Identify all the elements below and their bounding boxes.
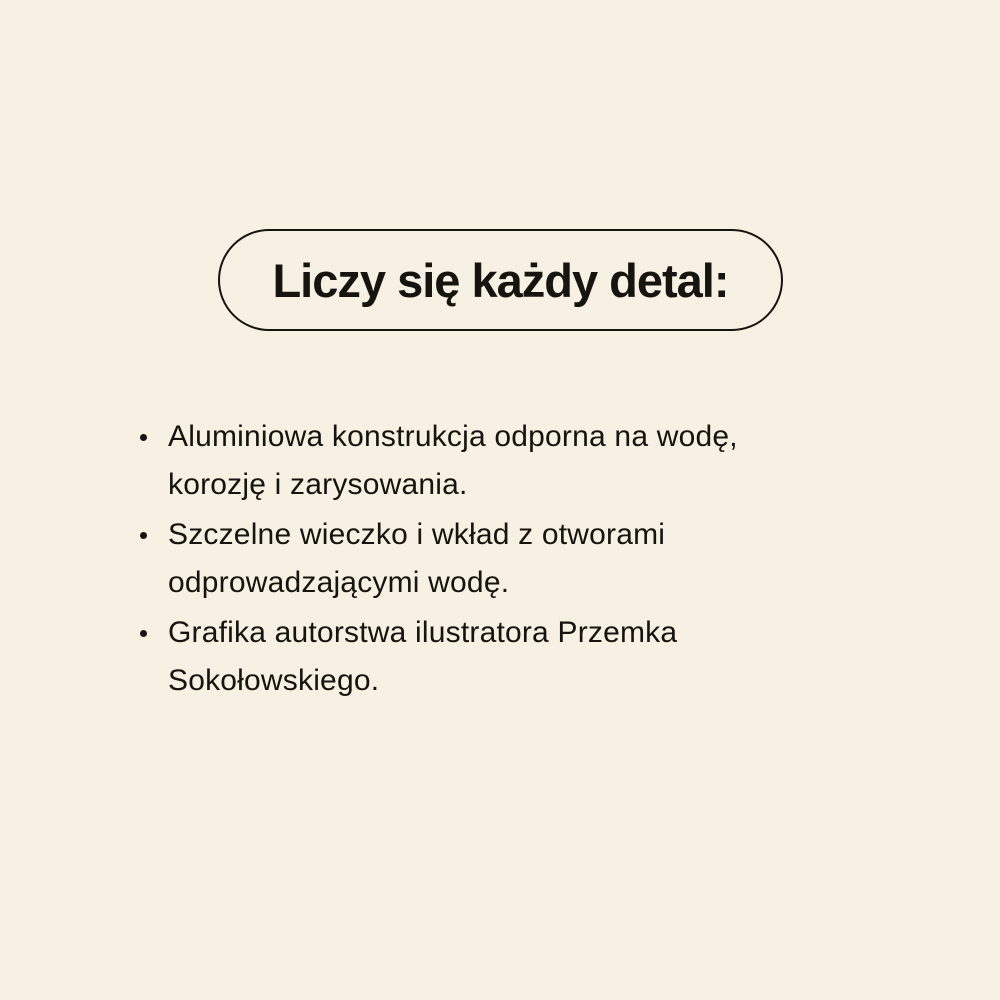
title-pill — [218, 229, 783, 331]
list-item-text — [168, 609, 677, 705]
list-item-text — [168, 511, 665, 607]
list-item-text — [168, 413, 738, 509]
bullet-icon — [140, 532, 147, 539]
list-item-line: odprowadzającymi wodę. — [168, 566, 510, 599]
feature-list — [140, 413, 840, 707]
bullet-icon — [140, 630, 147, 637]
list-item-line: Aluminiowa konstrukcja odporna na wodę, — [168, 420, 738, 453]
list-item — [140, 511, 840, 607]
page-title: Liczy się każdy detal: — [272, 253, 729, 307]
list-item-line: Szczelne wieczko i wkład z otworami — [168, 518, 666, 551]
list-item-line: korozję i zarysowania. — [168, 468, 468, 501]
list-item-line: Sokołowskiego. — [168, 664, 380, 697]
list-item — [140, 609, 840, 705]
list-item — [140, 413, 840, 509]
list-item-line: Grafika autorstwa ilustratora Przemka — [168, 616, 678, 649]
bullet-icon — [140, 434, 147, 441]
